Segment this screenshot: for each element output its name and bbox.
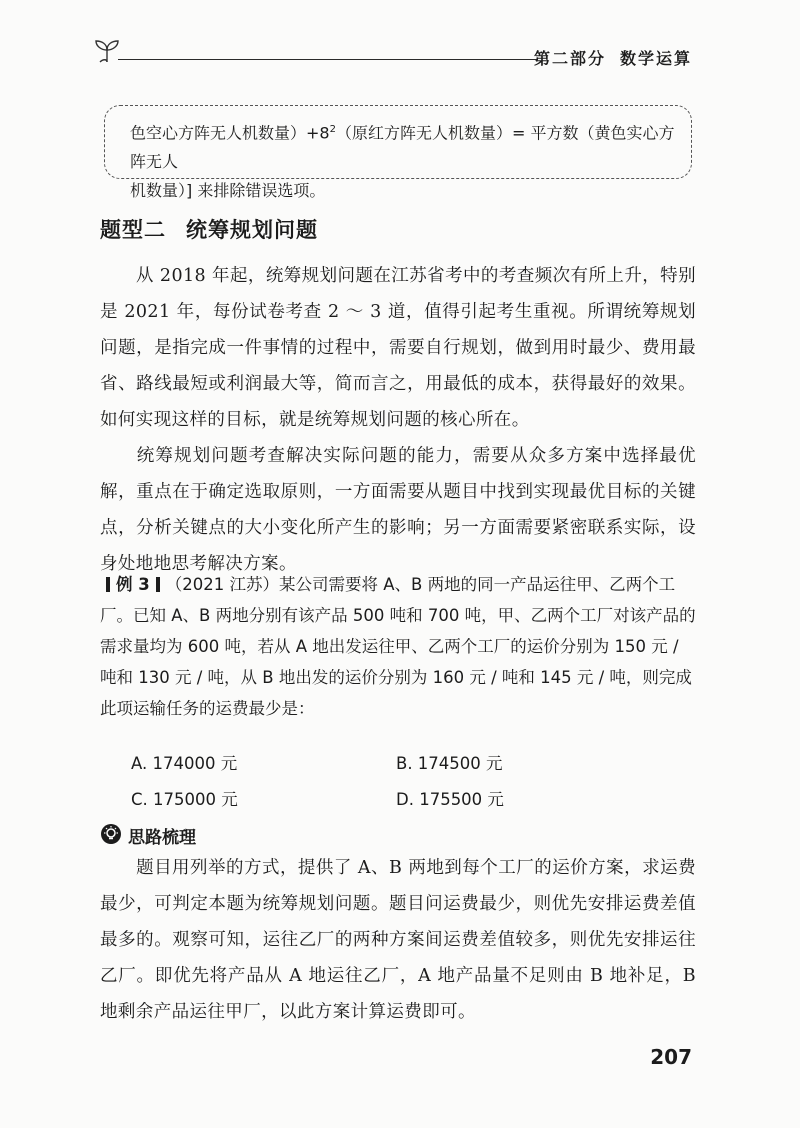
note-superscript: 2 (329, 124, 336, 135)
running-header (534, 46, 692, 69)
note-line-1b: （原红方阵无人机数量）= 平方数（黄色实心方阵无人 (130, 123, 675, 172)
option-b: B. 174500 元 (396, 754, 503, 773)
section-prefix: 题型二 (100, 218, 166, 242)
intro-paragraph-2 (100, 438, 696, 582)
example-bar-right (156, 577, 160, 592)
note-text (130, 115, 690, 205)
header-rule (118, 59, 538, 60)
section-name: 统筹规划问题 (186, 218, 318, 242)
idea-heading: 思路梳理 (128, 828, 196, 848)
example-question (100, 569, 696, 724)
idea-paragraph-text: 题目用列举的方式，提供了 A、B 两地到每个工厂的运价方案，求运费最少，可判定本题为统筹规划问题。题目问运费最少，则优先安排运费差值最多的。观察可知，运往乙厂的两种方案间运费差值较多，则优先安排运往乙厂。即优先将产品从 A 地运往乙厂，A 地产品量不足则由 B 地补足，B 地剩余产品运往甲厂，以此方案计算运费即可。 (100, 858, 696, 1022)
header-subject: 数学运算 (619, 49, 692, 68)
intro-paragraph-1 (100, 258, 696, 438)
note-line-1a: 色空心方阵无人机数量）+8 (130, 123, 330, 143)
header-part: 第二部分 (533, 49, 606, 68)
intro-paragraph-2-text: 统筹规划问题考查解决实际问题的能力，需要从众多方案中选择最优解，重点在于确定选取原则，一方面需要从题目中找到实现最优目标的关键点，分析关键点的大小变化所产生的影响；另一方面需要紧密联系实际，设身处地地思考解决方案。 (100, 446, 696, 574)
option-c: C. 175000 元 (131, 790, 238, 809)
example-label: 例 3 (116, 575, 150, 594)
intro-paragraph-1-text: 从 2018 年起，统筹规划问题在江苏省考中的考查频次有所上升，特别是 2021 年，每份试卷考查 2 ～ 3 道，值得引起考生重视。所谓统筹规划问题，是指完成一件事情的过程中，需要自行规划，做到用时最少、费用最省、路线最短或利润最大等，简而言之，用最低的成本，获得最好的效果。如何实现这样的目标，就是统筹规划问题的核心所在。 (100, 266, 696, 430)
page-number: 207 (650, 1045, 692, 1069)
note-line-2: 机数量）] 来排除错误选项。 (130, 181, 326, 201)
option-d: D. 175500 元 (396, 790, 504, 809)
idea-paragraph (100, 850, 696, 1030)
sprout-leaf-icon (92, 38, 122, 64)
option-a: A. 174000 元 (131, 754, 238, 773)
lightbulb-icon (100, 823, 122, 845)
example-text: （2021 江苏）某公司需要将 A、B 两地的同一产品运往甲、乙两个工厂。已知 A、B 两地分别有该产品 500 吨和 700 吨，甲、乙两个工厂对该产品的需求量均为 600 吨，若从 A 地出发运往甲、乙两个工厂的运价分别为 150 元 / 吨和 130 元 / 吨，从 B 地出发的运价分别为 160 元 / 吨和 145 元 / 吨，则完成此项运输任务的运费最少是： (100, 575, 696, 718)
example-bar-left (106, 577, 110, 592)
section-title (100, 214, 318, 244)
note-line-1 (130, 115, 690, 176)
